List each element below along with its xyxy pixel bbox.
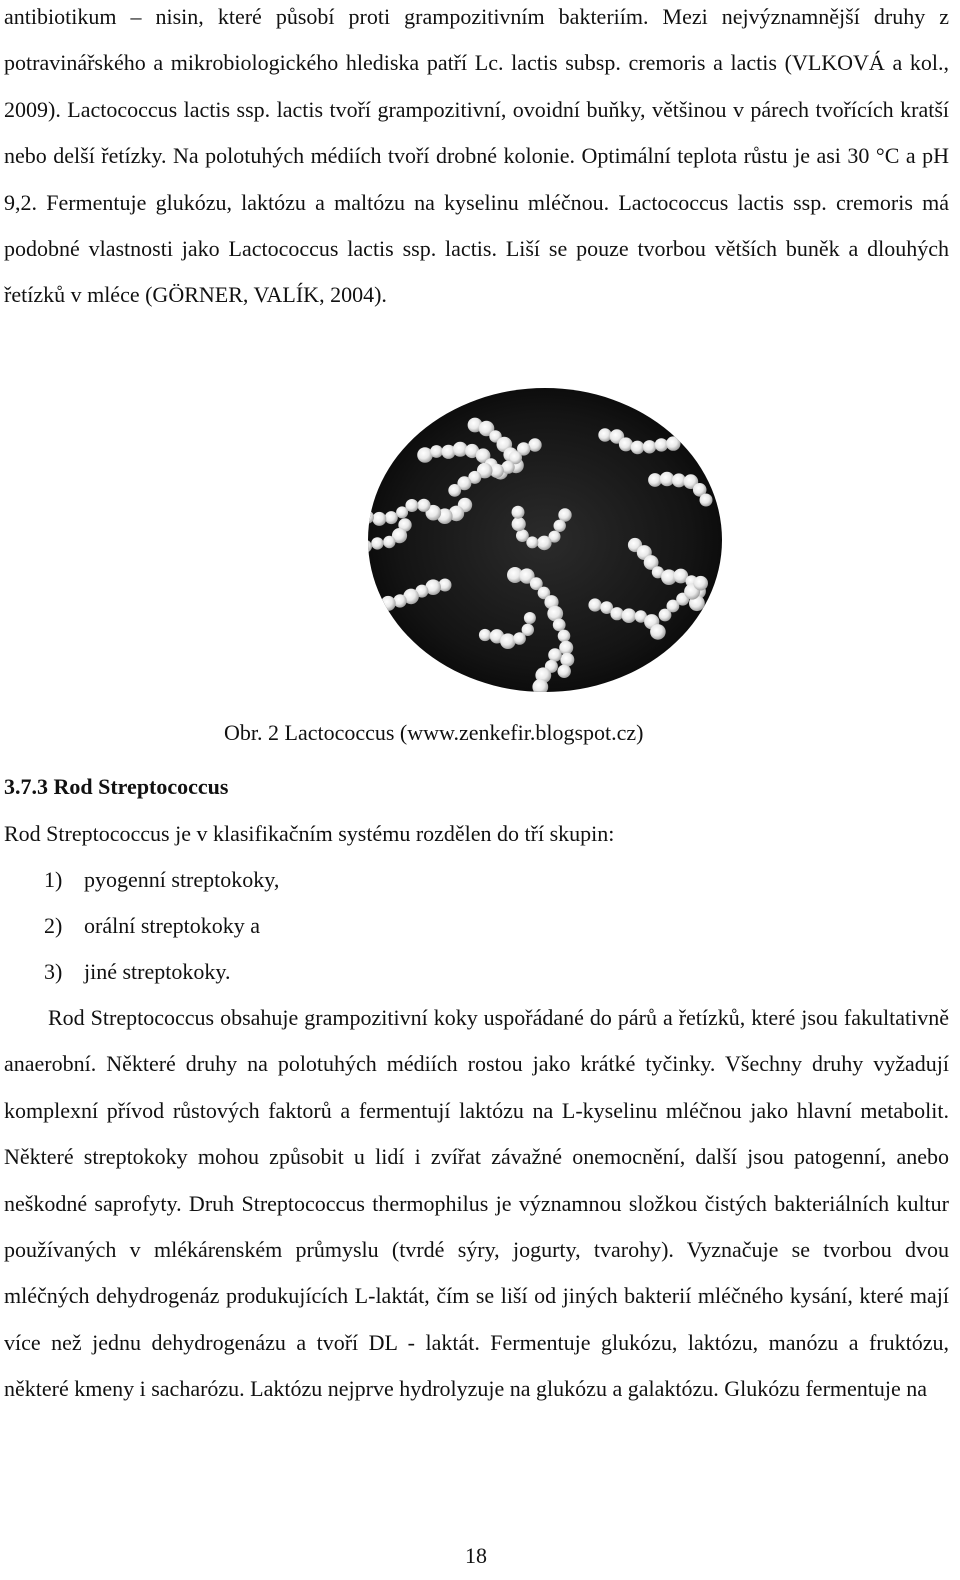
list-text: jiné streptokoky. [84,959,231,984]
coccus-cell [643,440,656,453]
coccus-cell [700,494,713,507]
list-number: 1) [44,867,63,892]
coccus-cell [610,607,623,620]
list-item [44,863,279,909]
coccus-cell [537,536,552,551]
coccus-cell [365,547,366,563]
body-paragraph: Rod Streptococcus obsahuje grampozitivní koky uspořádané do párů a řetízků, které jsou fakultativně anaerobní. Některé druhy na polotuhých médiích rostou jako krátké tyčinky. Všechny druhy vyžadují komplexní přívod růstových faktorů a fermentují laktózu na L-kyselinu mléčnou jako hlavní metabolit. Některé streptokoky mohou způsobit u lidí i zvířat závažné onemocnění, další jsou patogenní, anebo neškodné saprofyty. Druh Streptococcus thermophilus je významnou složkou čistých bakteriálních kultur používaných v mlékárenském průmyslu (tvrdé sýry, jogurty, tvarohy). Vyznačuje se tvorbou dvou mléčných dehydrogenáz produkujících L-laktát, čím se liší od jiných bakterií mléčného kysání, které mají více než jednu dehydrogenázu a tvoří DL - laktát. Fermentuje glukózu, laktózu, manózu a fruktózu, některé kmeny i sacharózu. Laktózu nejprve hydrolyzuje na glukózu a galaktózu. Glukózu fermentuje na [4,1005,949,1402]
coccus-cell [500,633,516,649]
section-heading: 3.7.3 Rod Streptococcus [4,774,229,799]
list-item [44,909,279,955]
coccus-cell [371,537,383,549]
coccus-cell [558,630,571,643]
coccus-cell [619,437,633,451]
coccus-cell [396,506,408,518]
group-list [44,863,279,1001]
page-number: 18 [465,1543,487,1568]
coccus-cell [554,520,566,532]
coccus-cell [598,428,611,441]
coccus-cell [553,619,566,632]
coccus-cell [693,576,708,591]
list-number: 2) [44,913,63,938]
coccus-cell [479,629,491,641]
coccus-cell [365,608,374,621]
coccus-cell [655,438,668,451]
coccus-cell [548,648,562,662]
coccus-cell [385,511,398,524]
coccus-cell [430,445,443,458]
coccus-cell [622,608,637,623]
lactococcus-micrograph [365,385,725,695]
figure-caption: Obr. 2 Lactococcus (www.zenkefir.blogspot.cz) [224,720,644,745]
coccus-cell [381,596,396,611]
coccus-cell [650,624,666,640]
coccus-cell [560,653,574,667]
list-text: pyogenní streptokoky, [84,867,280,892]
list-text: orální streptokoky a [84,913,260,938]
coccus-cell [558,665,571,678]
coccus-cell [666,436,680,450]
coccus-cell [417,499,430,512]
coccus-cell [531,692,543,695]
coccus-cell [448,484,461,497]
coccus-cell [372,512,386,526]
micrograph-image [365,385,725,695]
body-paragraph: antibiotikum – nisin, které působí proti grampozitivním bakteriím. Mezi nejvýznamnější druhy z potravinářského a mikrobiologického hlediska patří Lc. lactis subsp. cremoris a lactis (VLKOVÁ a kol., 2009). Lactococcus lactis ssp. lactis tvoří grampozitivní, ovoidní buňky, většinou v párech tvořících kratší nebo delší řetízky. Na polotuhých médiích tvoří drobné kolonie. Optimální teplota růstu je asi 30 °C a pH 9,2. Fermentuje glukózu, laktózu a maltózu na kyselinu mléčnou. Lactococcus lactis ssp. cremoris má podobné vlastnosti jako Lactococcus lactis ssp. lactis. Liší se pouze tvorbou větších buněk a dlouhých řetízků v mléce (GÖRNER, VALÍK, 2004). [4,4,949,308]
section-intro: Rod Streptococcus je v klasifikačním systému rozdělen do tří skupin: [4,821,615,846]
coccus-cell [512,506,525,519]
list-number: 3) [44,959,63,984]
coccus-cell [588,598,601,611]
coccus-cell [370,601,385,616]
coccus-cell [383,536,395,548]
coccus-cell [631,441,645,455]
coccus-cell [524,612,536,624]
coccus-cell [522,624,534,636]
coccus-cell [512,517,526,531]
coccus-cell [532,679,548,695]
